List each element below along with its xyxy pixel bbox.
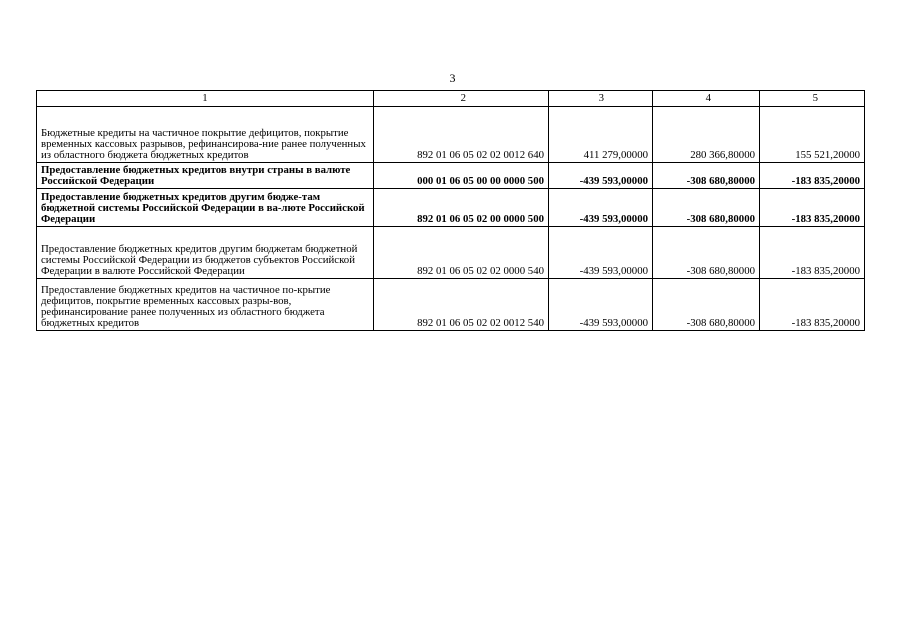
row-value-3-cell: -183 835,20000 — [760, 163, 865, 189]
column-header-5: 5 — [760, 91, 865, 107]
row-value-3-cell: -183 835,20000 — [760, 227, 865, 279]
row-value-2-cell: -308 680,80000 — [653, 227, 760, 279]
row-value-3-cell: 155 521,20000 — [760, 107, 865, 163]
row-value-2-cell: 280 366,80000 — [653, 107, 760, 163]
page-number: 3 — [449, 71, 456, 85]
row-name-cell: Предоставление бюджетных кредитов другим бюджетам бюджетной системы Российской Федерации из бюджетов субъектов Российской Федерации в валюте Российской Федерации — [37, 227, 374, 279]
row-value-2-cell: -308 680,80000 — [653, 189, 760, 227]
row-value-1-cell: -439 593,00000 — [549, 227, 653, 279]
column-header-2: 2 — [374, 91, 549, 107]
row-value-2-cell: -308 680,80000 — [653, 279, 760, 331]
row-code-cell: 892 01 06 05 02 02 0000 540 — [374, 227, 549, 279]
table-row — [37, 279, 865, 331]
row-name-cell: Предоставление бюджетных кредитов внутри страны в валюте Российской Федерации — [37, 163, 374, 189]
budget-sources-table — [36, 90, 865, 331]
row-value-1-cell: 411 279,00000 — [549, 107, 653, 163]
row-name-cell: Предоставление бюджетных кредитов другим бюдже-там бюджетной системы Российской Федерации в ва-люте Российской Федерации — [37, 189, 374, 227]
row-code-cell: 000 01 06 05 00 00 0000 500 — [374, 163, 549, 189]
row-value-3-cell: -183 835,20000 — [760, 189, 865, 227]
row-value-1-cell: -439 593,00000 — [549, 189, 653, 227]
table-row — [37, 107, 865, 163]
row-code-cell: 892 01 06 05 02 02 0012 540 — [374, 279, 549, 331]
table-row — [37, 163, 865, 189]
row-name-cell: Бюджетные кредиты на частичное покрытие дефицитов, покрытие временных кассовых разрывов, рефинансирова-ние ранее полученных из областного бюджета бюджетных кредитов — [37, 107, 374, 163]
table-row — [37, 227, 865, 279]
row-name-cell: Предоставление бюджетных кредитов на частичное по-крытие дефицитов, покрытие временных кассовых разры-вов, рефинансирование ранее полученных из областного бюджета бюджетных кредитов — [37, 279, 374, 331]
row-code-cell: 892 01 06 05 02 00 0000 500 — [374, 189, 549, 227]
column-header-4: 4 — [653, 91, 760, 107]
table-header-row — [37, 91, 865, 107]
row-value-3-cell: -183 835,20000 — [760, 279, 865, 331]
row-value-2-cell: -308 680,80000 — [653, 163, 760, 189]
column-header-3: 3 — [549, 91, 653, 107]
row-value-1-cell: -439 593,00000 — [549, 163, 653, 189]
column-header-1: 1 — [37, 91, 374, 107]
row-code-cell: 892 01 06 05 02 02 0012 640 — [374, 107, 549, 163]
table-row — [37, 189, 865, 227]
row-value-1-cell: -439 593,00000 — [549, 279, 653, 331]
